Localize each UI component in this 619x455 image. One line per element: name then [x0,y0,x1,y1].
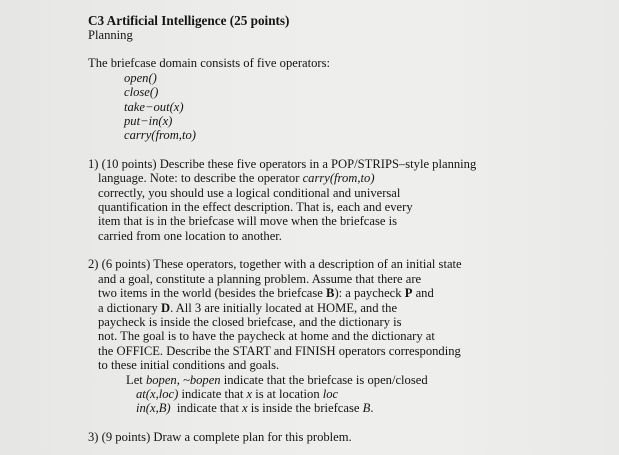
q1-line: correctly, you should use a logical conditional and universal [98,185,401,200]
q1-line: 1) (10 points) Describe these five operators in a POP/STRIPS–style planning [88,156,477,171]
q2-line: and a goal, constitute a planning problem. Assume that there are [98,271,422,286]
q2-line: to these initial conditions and goals. [98,358,280,373]
q2-line: a dictionary D. All 3 are initially located at HOME, and the [98,300,398,315]
q1-line: carried from one location to another. [98,228,282,243]
operator-list [88,71,608,143]
operator-item: carry(from,to) [124,128,196,143]
q2-line: paycheck is inside the closed briefcase, and the dictionary is [98,314,402,329]
q1-line: quantification in the effect description. That is, each and every [98,200,413,215]
question-3: 3) (9 points) Draw a complete plan for this problem. [88,429,352,444]
q2-in-line: in(x,B) indicate that x is inside the briefcase B. [136,401,374,416]
q2-line: not. The goal is to have the paycheck at home and the dictionary at [98,329,435,344]
section-title: C3 Artificial Intelligence (25 points) [88,13,290,28]
operator-item: open() [124,70,157,85]
section-subtitle: Planning [88,28,133,42]
question-2 [88,257,608,415]
operator-item: close() [124,85,159,100]
q2-line: two items in the world (besides the briefcase B): a paycheck P and [98,286,434,301]
intro-text: The briefcase domain consists of five operators: [88,56,330,71]
q1-line: language. Note: to describe the operator carry(from,to) [98,171,375,186]
q1-line: item that is in the briefcase will move when the briefcase is [98,214,398,229]
q2-at-line: at(x,loc) indicate that x is at location loc [136,386,339,401]
operator-item: take−out(x) [124,99,184,114]
document-body [88,13,608,444]
q2-let-line: Let bopen, ~bopen indicate that the briefcase is open/closed [126,372,428,387]
question-1 [88,157,608,243]
q2-line: 2) (6 points) These operators, together with a description of an initial state [88,257,462,272]
operator-item: put−in(x) [124,114,173,129]
q2-line: the OFFICE. Describe the START and FINISH operators corresponding [98,343,461,358]
